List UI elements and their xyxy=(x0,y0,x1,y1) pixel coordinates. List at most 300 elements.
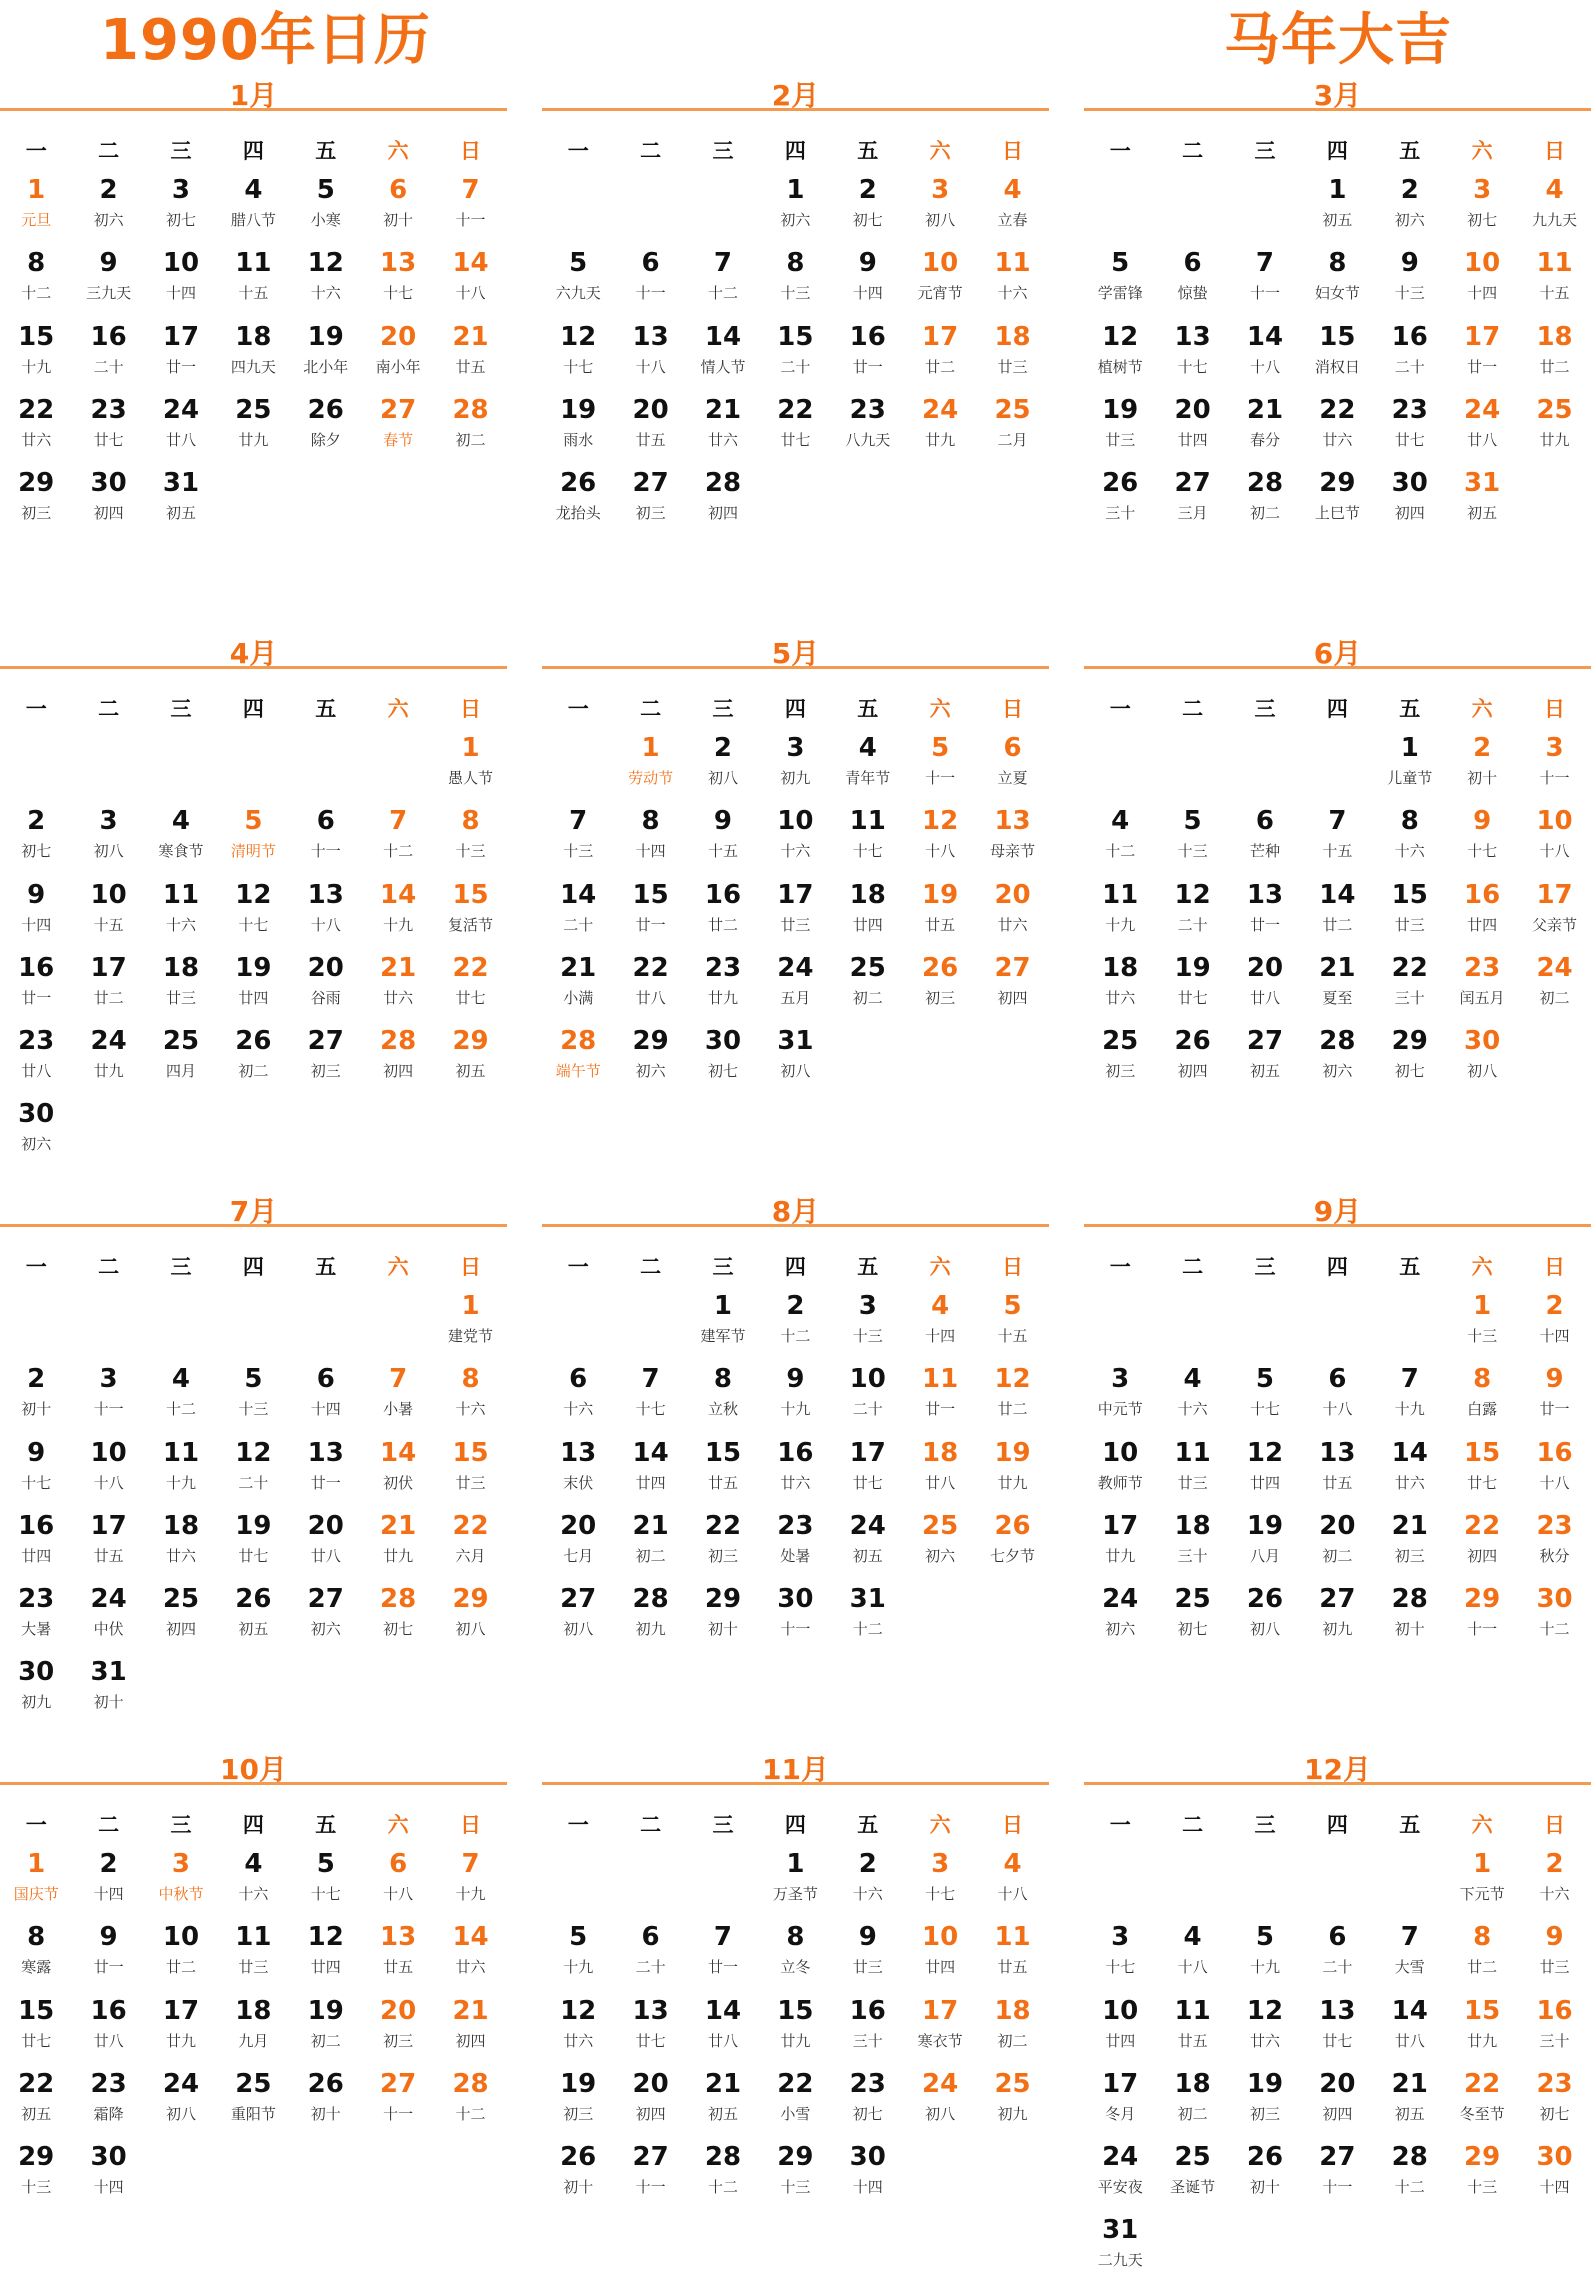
lunar-label: 初三 xyxy=(563,2104,594,2123)
day-cell xyxy=(976,1844,1048,1917)
lunar-label: 十一 xyxy=(93,1400,124,1419)
day-cell xyxy=(145,801,217,874)
day-cell xyxy=(614,463,686,536)
lunar-label: 廿三 xyxy=(780,915,811,934)
weekday-label: 三 xyxy=(170,139,192,163)
weekday-label: 日 xyxy=(1544,139,1566,163)
day-cell xyxy=(1446,1021,1518,1094)
day-cell xyxy=(1301,1359,1373,1432)
day-cell xyxy=(145,243,217,316)
day-cell xyxy=(687,728,759,801)
day-cell xyxy=(1374,801,1446,874)
month-block xyxy=(0,70,507,536)
lunar-label: 廿六 xyxy=(455,1958,486,1977)
lunar-label: 初四 xyxy=(707,504,738,523)
day-number: 4 xyxy=(244,1849,263,1879)
month-divider xyxy=(0,1782,507,1785)
lunar-label: 十九 xyxy=(1394,1400,1425,1419)
day-cell xyxy=(1229,801,1301,874)
day-cell xyxy=(1446,1579,1518,1652)
day-cell xyxy=(1374,1506,1446,1579)
lunar-label: 二十 xyxy=(93,357,124,376)
day-number: 20 xyxy=(632,394,669,425)
day-cell xyxy=(1156,1991,1228,2064)
day-number: 26 xyxy=(307,394,344,425)
lunar-label: 初七 xyxy=(165,211,196,229)
lunar-label: 初三 xyxy=(383,2031,414,2050)
month-divider xyxy=(0,666,507,669)
day-cell xyxy=(904,801,976,874)
day-number: 23 xyxy=(1464,952,1501,983)
lunar-label: 雨水 xyxy=(563,430,594,449)
day-number: 2 xyxy=(713,733,733,763)
empty-cell xyxy=(542,728,614,801)
empty-cell xyxy=(145,1286,217,1359)
day-number: 14 xyxy=(1319,879,1356,910)
empty-cell xyxy=(290,1286,362,1359)
day-cell xyxy=(832,1844,904,1917)
lunar-label: 初十 xyxy=(310,2104,341,2123)
month-name: 1月 xyxy=(229,79,278,112)
lunar-label: 龙抬头 xyxy=(555,504,601,523)
day-cell xyxy=(1301,1991,1373,2064)
day-number: 9 xyxy=(27,879,46,910)
day-cell xyxy=(614,390,686,463)
day-cell xyxy=(434,243,506,316)
weekday-label: 五 xyxy=(315,1255,337,1279)
lunar-label: 初五 xyxy=(707,2104,738,2123)
lunar-label: 廿八 xyxy=(310,1546,341,1565)
day-number: 24 xyxy=(922,394,959,425)
lunar-label: 廿八 xyxy=(21,1062,52,1081)
day-cell xyxy=(217,1844,289,1917)
lunar-label: 十二 xyxy=(780,1327,811,1345)
day-cell xyxy=(687,2137,759,2210)
lunar-label: 廿一 xyxy=(93,1958,124,1977)
month-divider xyxy=(0,108,507,111)
day-number: 13 xyxy=(1174,321,1211,352)
empty-cell xyxy=(1084,728,1156,801)
day-number: 12 xyxy=(235,1437,272,1468)
day-number: 21 xyxy=(560,952,597,983)
day-cell xyxy=(145,317,217,390)
lunar-label: 廿四 xyxy=(1249,1473,1280,1492)
lunar-label: 芒种 xyxy=(1249,842,1280,861)
day-cell xyxy=(832,317,904,390)
day-number: 25 xyxy=(1102,1026,1139,1057)
lunar-label: 十四 xyxy=(165,284,196,303)
weekday-label: 日 xyxy=(1002,1255,1024,1279)
weekday-label: 四 xyxy=(784,697,806,721)
day-cell xyxy=(1301,1506,1373,1579)
lunar-label: 廿六 xyxy=(1249,2031,1280,2050)
day-cell xyxy=(72,1991,144,2064)
weekday-label: 五 xyxy=(315,139,337,163)
lunar-label: 六九天 xyxy=(555,284,601,303)
lunar-label: 消权日 xyxy=(1314,357,1360,376)
day-number: 1 xyxy=(1328,175,1347,205)
day-number: 14 xyxy=(380,879,417,910)
month-name: 6月 xyxy=(1313,637,1362,670)
lunar-label: 廿四 xyxy=(1105,2031,1136,2050)
day-cell xyxy=(832,1506,904,1579)
day-number: 9 xyxy=(99,248,118,279)
day-number: 21 xyxy=(1319,952,1356,983)
day-number: 19 xyxy=(1174,952,1211,983)
lunar-label: 立春 xyxy=(997,211,1028,229)
lunar-label: 二十 xyxy=(563,915,594,934)
lunar-label: 十八 xyxy=(310,915,341,934)
day-cell xyxy=(904,317,976,390)
day-cell xyxy=(217,1433,289,1506)
month-name: 10月 xyxy=(220,1753,287,1786)
day-cell xyxy=(904,243,976,316)
lunar-label: 廿六 xyxy=(563,2031,594,2050)
day-cell xyxy=(832,728,904,801)
day-cell xyxy=(72,390,144,463)
day-number: 10 xyxy=(849,1364,886,1395)
day-cell xyxy=(1229,948,1301,1021)
day-number: 5 xyxy=(316,175,335,205)
lunar-label: 十一 xyxy=(1249,284,1280,303)
day-number: 25 xyxy=(994,394,1031,425)
empty-cell xyxy=(542,1286,614,1359)
lunar-label: 八月 xyxy=(1249,1546,1280,1565)
day-cell xyxy=(687,948,759,1021)
lunar-label: 十六 xyxy=(997,284,1028,303)
lunar-label: 十一 xyxy=(455,211,486,229)
day-cell xyxy=(0,1844,72,1917)
day-cell xyxy=(542,243,614,316)
day-number: 4 xyxy=(931,1291,950,1321)
day-cell xyxy=(434,1021,506,1094)
day-cell xyxy=(0,1094,72,1167)
day-number: 5 xyxy=(1183,806,1202,837)
day-cell xyxy=(759,1433,831,1506)
empty-cell xyxy=(290,728,362,801)
day-cell xyxy=(687,317,759,390)
month-divider xyxy=(1084,1224,1591,1227)
day-cell xyxy=(904,170,976,243)
lunar-label: 十七 xyxy=(563,357,594,376)
day-number: 31 xyxy=(1102,2215,1139,2246)
day-number: 5 xyxy=(244,806,263,837)
lunar-label: 十八 xyxy=(997,1885,1028,1903)
lunar-label: 十七 xyxy=(925,1885,956,1903)
lunar-label: 初三 xyxy=(21,504,52,523)
day-cell xyxy=(145,1844,217,1917)
day-cell xyxy=(1301,875,1373,948)
lunar-label: 三十 xyxy=(1394,988,1425,1007)
weekday-label: 三 xyxy=(712,139,734,163)
day-cell xyxy=(1518,728,1590,801)
month-grid xyxy=(542,132,1049,536)
day-cell xyxy=(1156,1433,1228,1506)
day-cell xyxy=(1301,1917,1373,1990)
lunar-label: 廿八 xyxy=(93,2031,124,2050)
lunar-label: 九九天 xyxy=(1532,211,1578,229)
day-cell xyxy=(832,1286,904,1359)
day-number: 12 xyxy=(922,806,959,837)
weekday-label: 三 xyxy=(712,697,734,721)
empty-cell xyxy=(217,1286,289,1359)
day-number: 26 xyxy=(560,2142,597,2173)
empty-cell xyxy=(1156,1286,1228,1359)
day-number: 3 xyxy=(99,806,118,837)
day-number: 29 xyxy=(704,1584,742,1615)
day-cell xyxy=(1446,1991,1518,2064)
day-cell xyxy=(904,948,976,1021)
lunar-label: 初八 xyxy=(707,769,738,787)
empty-cell xyxy=(1301,728,1373,801)
day-number: 9 xyxy=(1545,1922,1564,1953)
day-cell xyxy=(542,948,614,1021)
day-number: 3 xyxy=(931,1849,950,1879)
month-block xyxy=(0,628,507,1168)
day-cell xyxy=(434,1917,506,1990)
lunar-label: 初四 xyxy=(1394,504,1425,523)
weekday-label: 六 xyxy=(387,139,409,163)
day-cell xyxy=(832,390,904,463)
day-cell xyxy=(72,2137,144,2210)
day-number: 8 xyxy=(27,248,46,279)
lunar-label: 廿八 xyxy=(1249,988,1280,1007)
day-cell xyxy=(614,801,686,874)
lunar-label: 十四 xyxy=(852,284,883,303)
day-cell xyxy=(614,317,686,390)
lunar-label: 十四 xyxy=(93,2178,124,2197)
day-cell xyxy=(1518,875,1590,948)
lunar-label: 二十 xyxy=(1177,915,1208,934)
day-number: 7 xyxy=(641,1364,660,1395)
day-number: 14 xyxy=(632,1437,669,1468)
day-cell xyxy=(1156,1021,1228,1094)
month-divider xyxy=(1084,108,1591,111)
day-cell xyxy=(290,170,362,243)
day-number: 1 xyxy=(713,1291,733,1321)
day-number: 4 xyxy=(858,733,877,763)
day-number: 3 xyxy=(99,1364,118,1395)
lunar-label: 七夕节 xyxy=(990,1546,1036,1565)
day-cell xyxy=(1374,1021,1446,1094)
day-number: 13 xyxy=(1246,879,1284,910)
day-cell xyxy=(1229,1433,1301,1506)
day-number: 25 xyxy=(849,952,886,983)
day-cell xyxy=(72,875,144,948)
day-cell xyxy=(542,2064,614,2137)
weekday-label: 六 xyxy=(387,1255,409,1279)
day-number: 17 xyxy=(1102,1510,1139,1541)
lunar-label: 十二 xyxy=(852,1620,883,1639)
lunar-label: 廿四 xyxy=(925,1958,956,1977)
weekday-label: 三 xyxy=(1254,1813,1276,1837)
month-header xyxy=(0,70,507,132)
month-grid xyxy=(1084,132,1591,536)
day-cell xyxy=(145,1917,217,1990)
day-cell xyxy=(1446,1917,1518,1990)
month-grid xyxy=(0,132,507,536)
day-cell xyxy=(759,170,831,243)
day-cell xyxy=(687,1286,759,1359)
empty-cell xyxy=(1156,728,1228,801)
empty-cell xyxy=(542,170,614,243)
month-block xyxy=(1084,70,1591,536)
lunar-label: 复活节 xyxy=(448,915,494,934)
lunar-label: 初八 xyxy=(780,1062,811,1081)
day-cell xyxy=(1084,1506,1156,1579)
day-cell xyxy=(976,1433,1048,1506)
day-number: 22 xyxy=(18,2068,55,2099)
day-cell xyxy=(1084,1359,1156,1432)
lunar-label: 初八 xyxy=(1249,1620,1280,1639)
day-cell xyxy=(542,317,614,390)
day-number: 27 xyxy=(1319,2142,1356,2173)
lunar-label: 廿五 xyxy=(707,1473,738,1492)
weekday-label: 日 xyxy=(1002,697,1024,721)
day-number: 27 xyxy=(1319,1584,1356,1615)
day-cell xyxy=(72,170,144,243)
day-cell xyxy=(759,875,831,948)
lunar-label: 廿六 xyxy=(707,430,738,449)
day-cell xyxy=(1156,875,1228,948)
day-cell xyxy=(1446,463,1518,536)
lunar-label: 初七 xyxy=(21,842,52,861)
lunar-label: 廿九 xyxy=(93,1062,124,1081)
day-cell xyxy=(614,2137,686,2210)
day-number: 29 xyxy=(777,2142,814,2173)
day-number: 23 xyxy=(1536,1510,1573,1541)
day-cell xyxy=(145,1579,217,1652)
day-number: 16 xyxy=(1464,879,1501,910)
day-cell xyxy=(72,948,144,1021)
day-cell xyxy=(362,1021,434,1094)
day-cell xyxy=(1156,1579,1228,1652)
weekday-label: 六 xyxy=(929,1255,951,1279)
day-cell xyxy=(362,1579,434,1652)
lunar-label: 廿六 xyxy=(1322,430,1353,449)
day-number: 10 xyxy=(90,1437,127,1468)
day-cell xyxy=(832,243,904,316)
day-number: 28 xyxy=(380,1026,417,1057)
day-cell xyxy=(0,801,72,874)
day-cell xyxy=(1229,243,1301,316)
weekday-label: 六 xyxy=(1471,1255,1493,1279)
day-cell xyxy=(687,1359,759,1432)
day-number: 1 xyxy=(786,175,805,205)
day-number: 16 xyxy=(1391,321,1428,352)
day-cell xyxy=(1156,1359,1228,1432)
day-number: 28 xyxy=(704,2142,742,2173)
lunar-label: 初五 xyxy=(165,504,196,523)
day-cell xyxy=(542,1991,614,2064)
lunar-label: 十一 xyxy=(635,2178,666,2197)
day-number: 30 xyxy=(90,2142,127,2173)
day-cell xyxy=(542,2137,614,2210)
day-cell xyxy=(434,1579,506,1652)
lunar-label: 十三 xyxy=(455,842,486,861)
month-block xyxy=(542,1744,1049,2210)
day-cell xyxy=(542,390,614,463)
day-number: 24 xyxy=(849,1510,886,1541)
lunar-label: 清明节 xyxy=(230,842,276,861)
day-number: 20 xyxy=(1319,2068,1356,2099)
day-cell xyxy=(614,948,686,1021)
day-cell xyxy=(362,1844,434,1917)
day-cell xyxy=(1374,2137,1446,2210)
day-number: 30 xyxy=(849,2142,886,2173)
day-number: 24 xyxy=(1102,1584,1139,1615)
lunar-label: 教师节 xyxy=(1097,1473,1143,1492)
empty-cell xyxy=(614,1286,686,1359)
lunar-label: 初二 xyxy=(1539,988,1570,1007)
weekday-label: 日 xyxy=(1544,1255,1566,1279)
month-divider xyxy=(0,1224,507,1227)
day-number: 26 xyxy=(1246,2142,1284,2173)
empty-cell xyxy=(362,728,434,801)
day-cell xyxy=(434,948,506,1021)
day-number: 6 xyxy=(1255,806,1275,837)
day-number: 4 xyxy=(171,1364,191,1395)
lunar-label: 十三 xyxy=(1394,284,1425,303)
day-number: 15 xyxy=(1391,879,1428,910)
day-cell xyxy=(362,2064,434,2137)
lunar-label: 廿四 xyxy=(21,1546,52,1565)
day-number: 24 xyxy=(90,1584,127,1615)
day-number: 23 xyxy=(90,2068,127,2099)
day-cell xyxy=(145,875,217,948)
lunar-label: 廿一 xyxy=(21,988,52,1007)
day-number: 12 xyxy=(560,321,597,352)
day-cell xyxy=(217,1021,289,1094)
day-number: 18 xyxy=(162,952,200,983)
day-number: 21 xyxy=(704,394,742,425)
lunar-label: 十一 xyxy=(635,284,666,303)
lunar-label: 十三 xyxy=(1467,2178,1498,2197)
lunar-label: 廿九 xyxy=(925,430,956,449)
day-cell xyxy=(1084,801,1156,874)
day-number: 20 xyxy=(560,1510,597,1541)
weekday-label: 二 xyxy=(1182,1255,1204,1279)
day-number: 27 xyxy=(307,1026,344,1057)
day-cell xyxy=(1518,1579,1590,1652)
day-cell xyxy=(1301,390,1373,463)
lunar-label: 元宵节 xyxy=(917,284,963,303)
lunar-label: 初十 xyxy=(1467,769,1498,787)
empty-cell xyxy=(614,170,686,243)
lunar-label: 十八 xyxy=(1539,1473,1570,1492)
day-cell xyxy=(434,1844,506,1917)
month-header xyxy=(1084,1186,1591,1248)
day-cell xyxy=(1446,390,1518,463)
day-cell xyxy=(1518,1917,1590,1990)
lunar-label: 廿九 xyxy=(1105,1546,1136,1565)
day-cell xyxy=(759,1506,831,1579)
lunar-label: 建党节 xyxy=(448,1327,494,1345)
lunar-label: 十二 xyxy=(21,284,52,303)
day-number: 5 xyxy=(244,1364,263,1395)
day-number: 26 xyxy=(1246,1584,1284,1615)
day-cell xyxy=(1156,1506,1228,1579)
day-cell xyxy=(1446,317,1518,390)
day-cell xyxy=(1156,1917,1228,1990)
day-cell xyxy=(904,875,976,948)
day-cell xyxy=(72,1652,144,1725)
lunar-label: 初十 xyxy=(21,1400,52,1419)
day-number: 24 xyxy=(1464,394,1501,425)
lunar-label: 初六 xyxy=(21,1135,52,1154)
day-cell xyxy=(1156,390,1228,463)
day-cell xyxy=(1446,801,1518,874)
